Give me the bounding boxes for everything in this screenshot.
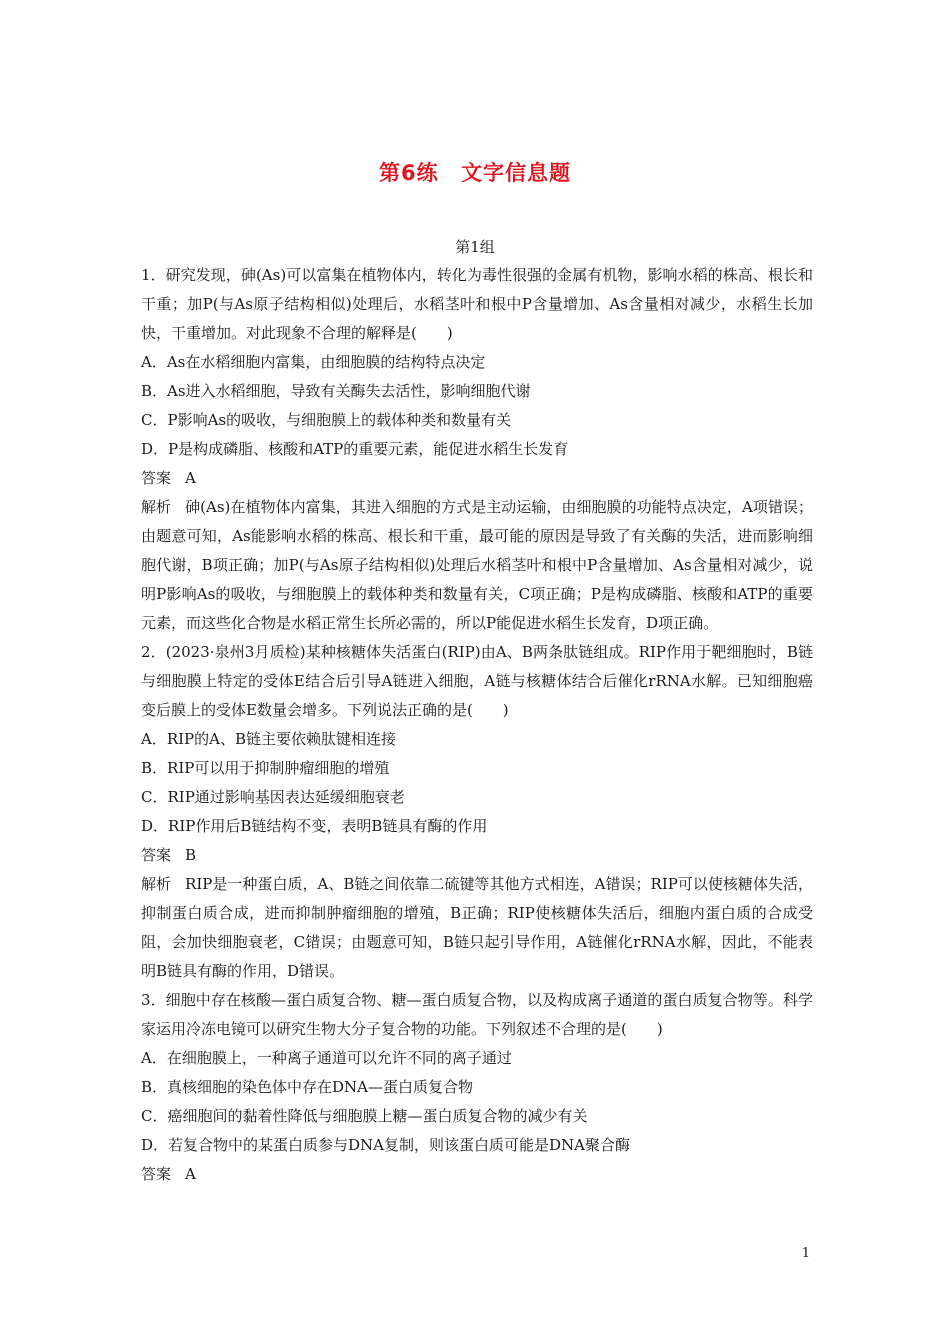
answer-value: B: [185, 846, 197, 864]
answer-label: 答案: [141, 469, 172, 487]
question-1-option-d: D．P是构成磷脂、核酸和ATP的重要元素，能促进水稻生长发育: [141, 440, 569, 458]
analysis-label: 解析: [141, 498, 172, 516]
question-2-option-c: C．RIP通过影响基因表达延缓细胞衰老: [141, 788, 405, 806]
question-2-option-b: B．RIP可以用于抑制肿瘤细胞的增殖: [141, 759, 390, 777]
answer-label: 答案: [141, 1165, 172, 1183]
question-1-option-a: A．As在水稻细胞内富集，由细胞膜的结构特点决定: [141, 353, 486, 371]
question-3-option-b: B．真核细胞的染色体中存在DNA—蛋白质复合物: [141, 1078, 474, 1096]
group-heading: 第1组: [455, 238, 495, 256]
question-2-answer: [141, 841, 813, 870]
answer-value: A: [185, 1165, 196, 1183]
question-3-option-c: C．癌细胞间的黏着性降低与细胞膜上糖—蛋白质复合物的减少有关: [141, 1107, 588, 1125]
question-2-stem: 2．(2023·泉州3月质检)某种核糖体失活蛋白(RIP)由A、B两条肽链组成。RIP作用于靶细胞时，B链与细胞膜上特定的受体E结合后引导A链进入细胞，A链与核糖体结合后催化rRNA水解。已知细胞癌变后膜上的受体E数量会增多。下列说法正确的是( ): [141, 643, 813, 719]
question-3-option-a: A．在细胞膜上，一种离子通道可以允许不同的离子通过: [141, 1049, 512, 1067]
answer-label: 答案: [141, 846, 172, 864]
page-number: 1: [801, 1246, 810, 1261]
question-2-option-a: A．RIP的A、B链主要依赖肽键相连接: [141, 730, 397, 748]
question-3-option-d: D．若复合物中的某蛋白质参与DNA复制，则该蛋白质可能是DNA聚合酶: [141, 1136, 630, 1154]
answer-value: A: [185, 469, 196, 487]
question-3-answer: [141, 1160, 813, 1189]
question-2-option-d: D．RIP作用后B链结构不变，表明B链具有酶的作用: [141, 817, 488, 835]
question-1-option-c: C．P影响As的吸收，与细胞膜上的载体种类和数量有关: [141, 411, 512, 429]
question-content: [141, 261, 813, 1189]
page-title: 第6练 文字信息题: [379, 161, 571, 185]
analysis-text: 砷(As)在植物体内富集，其进入细胞的方式是主动运输，由细胞膜的功能特点决定，A项错误；由题意可知，As能影响水稻的株高、根长和干重，最可能的原因是导致了有关酶的失活，进而影响细胞代谢，B项正确；加P(与As原子结构相似)处理后水稻茎叶和根中P含量增加、As含量相对减少，说明P影响As的吸收，与细胞膜上的载体种类和数量有关，C项正确；P是构成磷脂、核酸和ATP的重要元素，而这些化合物是水稻正常生长所必需的，所以P能促进水稻生长发育，D项正确。: [141, 498, 813, 632]
question-2-analysis: [141, 870, 813, 986]
question-1-option-b: B．As进入水稻细胞，导致有关酶失去活性，影响细胞代谢: [141, 382, 531, 400]
analysis-label: 解析: [141, 875, 172, 893]
question-3-stem: 3．细胞中存在核酸—蛋白质复合物、糖—蛋白质复合物，以及构成离子通道的蛋白质复合物等。科学家运用冷冻电镜可以研究生物大分子复合物的功能。下列叙述不合理的是( ): [141, 991, 813, 1038]
question-1-analysis: [141, 493, 813, 638]
question-1-stem: 1．研究发现，砷(As)可以富集在植物体内，转化为毒性很强的金属有机物，影响水稻的株高、根长和干重；加P(与As原子结构相似)处理后，水稻茎叶和根中P含量增加、As含量相对减少，水稻生长加快，干重增加。对此现象不合理的解释是( ): [141, 266, 813, 342]
question-1-answer: [141, 464, 813, 493]
analysis-text: RIP是一种蛋白质，A、B链之间依靠二硫键等其他方式相连，A错误；RIP可以使核糖体失活，抑制蛋白质合成，进而抑制肿瘤细胞的增殖，B正确；RIP使核糖体失活后，细胞内蛋白质的合成受阻，会加快细胞衰老，C错误；由题意可知，B链只起引导作用，A链催化rRNA水解，因此，不能表明B链具有酶的作用，D错误。: [141, 875, 813, 980]
